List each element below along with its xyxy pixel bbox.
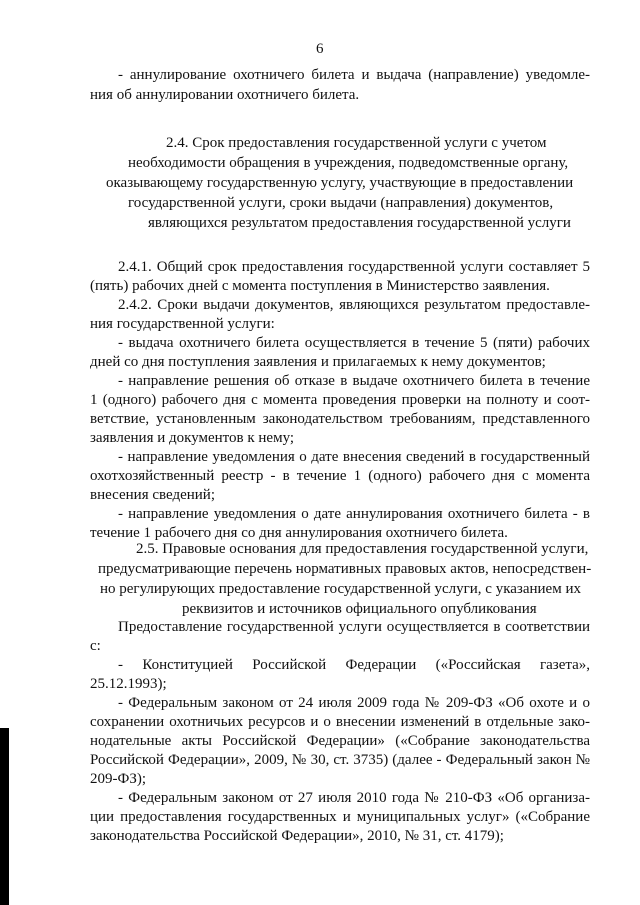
- text-line: - аннулирование охотничего билета и выдача (направление) уведомле-: [118, 67, 590, 83]
- text-line: ния об аннулировании охотничего билета.: [90, 87, 360, 103]
- heading-line: но регулирующих предоставление государственной услуги, с указанием их: [100, 581, 581, 597]
- text-line: - Федеральным законом от 27 июля 2010 года № 210-ФЗ «Об организа-: [118, 790, 590, 806]
- text-line: Предоставление государственной услуги осуществляется в соответствии: [118, 619, 590, 635]
- text-line: - направление решения об отказе в выдаче охотничего билета в течение: [118, 373, 590, 389]
- text-line: дней со дня поступления заявления и прилагаемых к нему документов;: [90, 354, 546, 370]
- text-line: (пять) рабочих дней с момента поступления в Министерство заявления.: [90, 278, 550, 294]
- text-line: 25.12.1993);: [90, 676, 167, 692]
- heading-line: 2.4. Срок предоставления государственной услуги с учетом: [166, 135, 547, 151]
- text-line: 2.4.1. Общий срок предоставления государственной услуги составляет 5: [118, 259, 590, 275]
- text-line: законодательства Российской Федерации», 2010, № 31, ст. 4179);: [90, 828, 504, 844]
- text-line: 1 (одного) рабочего дня с момента проведения проверки на полноту и соот-: [90, 392, 590, 408]
- text-line: - направление уведомления о дате внесения сведений в государственный: [118, 449, 590, 465]
- page-number: 6: [316, 41, 324, 57]
- text-line: нодательные акты Российской Федерации» («Собрание законодательства: [90, 733, 590, 749]
- heading-line: 2.5. Правовые основания для предоставления государственной услуги,: [136, 541, 589, 557]
- text-line: сохранении охотничьих ресурсов и о внесении изменений в отдельные зако-: [90, 714, 590, 730]
- scan-edge-shadow: [0, 728, 9, 905]
- text-line: - выдача охотничего билета осуществляется в течение 5 (пяти) рабочих: [118, 335, 590, 351]
- text-line: ветствие, установленным законодательством требованиям, представленного: [90, 411, 590, 427]
- text-line: с:: [90, 638, 101, 654]
- text-line: заявления и документов к нему;: [90, 430, 295, 446]
- heading-line: предусматривающие перечень нормативных правовых актов, непосредствен-: [98, 561, 592, 577]
- text-line: - Федеральным законом от 24 июля 2009 года № 209-ФЗ «Об охоте и о: [118, 695, 590, 711]
- heading-line: являющихся результатом предоставления государственной услуги: [148, 215, 571, 231]
- text-line: течение 1 рабочего дня со дня аннулирования охотничего билета.: [90, 525, 508, 541]
- intro-paragraph: [90, 66, 590, 106]
- text-line: внесения сведений;: [90, 487, 215, 503]
- heading-line: оказывающему государственную услугу, участвующие в предоставлении: [106, 175, 574, 191]
- text-line: охотхозяйственный реестр - в течение 1 (одного) рабочего дня с момента: [90, 468, 590, 484]
- text-line: 209-ФЗ);: [90, 771, 147, 787]
- section-2-4-heading: [90, 134, 590, 234]
- heading-line: государственной услуги, сроки выдачи (направления) документов,: [128, 195, 554, 211]
- text-line: - Конституцией Российской Федерации («Российская газета»,: [118, 657, 590, 673]
- text-line: ции предоставления государственных и муниципальных услуг» («Собрание: [90, 809, 590, 825]
- section-2-5-heading: [90, 540, 590, 620]
- text-line: - направление уведомления о дате аннулирования охотничего билета - в: [118, 506, 590, 522]
- section-2-4-body: [90, 258, 590, 541]
- heading-line: необходимости обращения в учреждения, подведомственные органу,: [128, 155, 569, 171]
- text-line: Российской Федерации», 2009, № 30, ст. 3735) (далее - Федеральный закон №: [90, 752, 590, 768]
- heading-line: реквизитов и источников официального опубликования: [182, 601, 537, 617]
- section-2-5-body: [90, 618, 590, 858]
- text-line: ния государственной услуги:: [90, 316, 275, 332]
- text-line: 2.4.2. Сроки выдачи документов, являющихся результатом предоставле-: [118, 297, 590, 313]
